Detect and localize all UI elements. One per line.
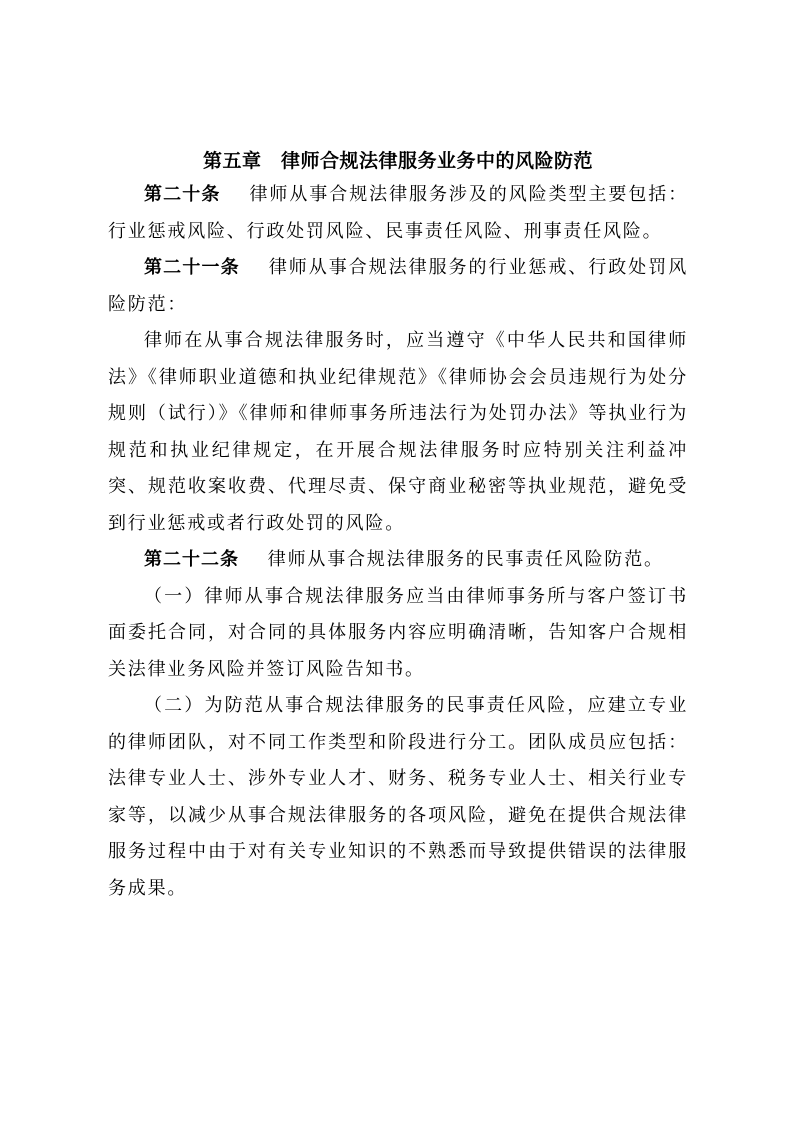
article-22-item-1: （一）律师从事合规法律服务应当由律师事务所与客户签订书面委托合同，对合同的具体服务内容应明确清晰，告知客户合规相关法律业务风险并签订风险告知书。 [108,585,688,680]
article-label: 第二十二条 [144,549,239,570]
chapter-title: 第五章 律师合规法律服务业务中的风险防范 [202,150,593,172]
article-21-body: 律师在从事合规法律服务时，应当遵守《中华人民共和国律师法》《律师职业道德和执业纪律规范》《律师协会会员违规行为处分规则（试行）》《律师和律师事务所违法行为处罚办法》等执业行为规范和执业纪律规定，在开展合规法律服务时应特别关注利益冲突、规范收案收费、代理尽责、保守商业秘密等执业规范，避免受到行业惩戒或者行政处罚的风险。 [108,330,688,534]
article-text: 律师从事合规法律服务涉及的风险类型主要包括：行业惩戒风险、行政处罚风险、民事责任风险、刑事责任风险。 [108,184,688,242]
article-22 [108,542,688,579]
article-21 [108,250,688,323]
article-text: 律师从事合规法律服务的行业惩戒、行政处罚风险防范： [108,257,689,315]
article-20 [108,177,688,250]
article-label: 第二十条 [144,184,221,205]
document-page [108,145,688,907]
article-text: 律师从事合规法律服务的民事责任风险防范。 [267,549,664,570]
article-22-item-2: （二）为防范从事合规法律服务的民事责任风险，应建立专业的律师团队，对不同工作类型和阶段进行分工。团队成员应包括：法律专业人士、涉外专业人才、财务、税务专业人士、相关行业专家等，以减少从事合规法律服务的各项风险，避免在提供合规法律服务过程中由于对有关专业知识的不熟悉而导致提供错误的法律服务成果。 [108,695,688,899]
article-label: 第二十一条 [144,257,240,278]
